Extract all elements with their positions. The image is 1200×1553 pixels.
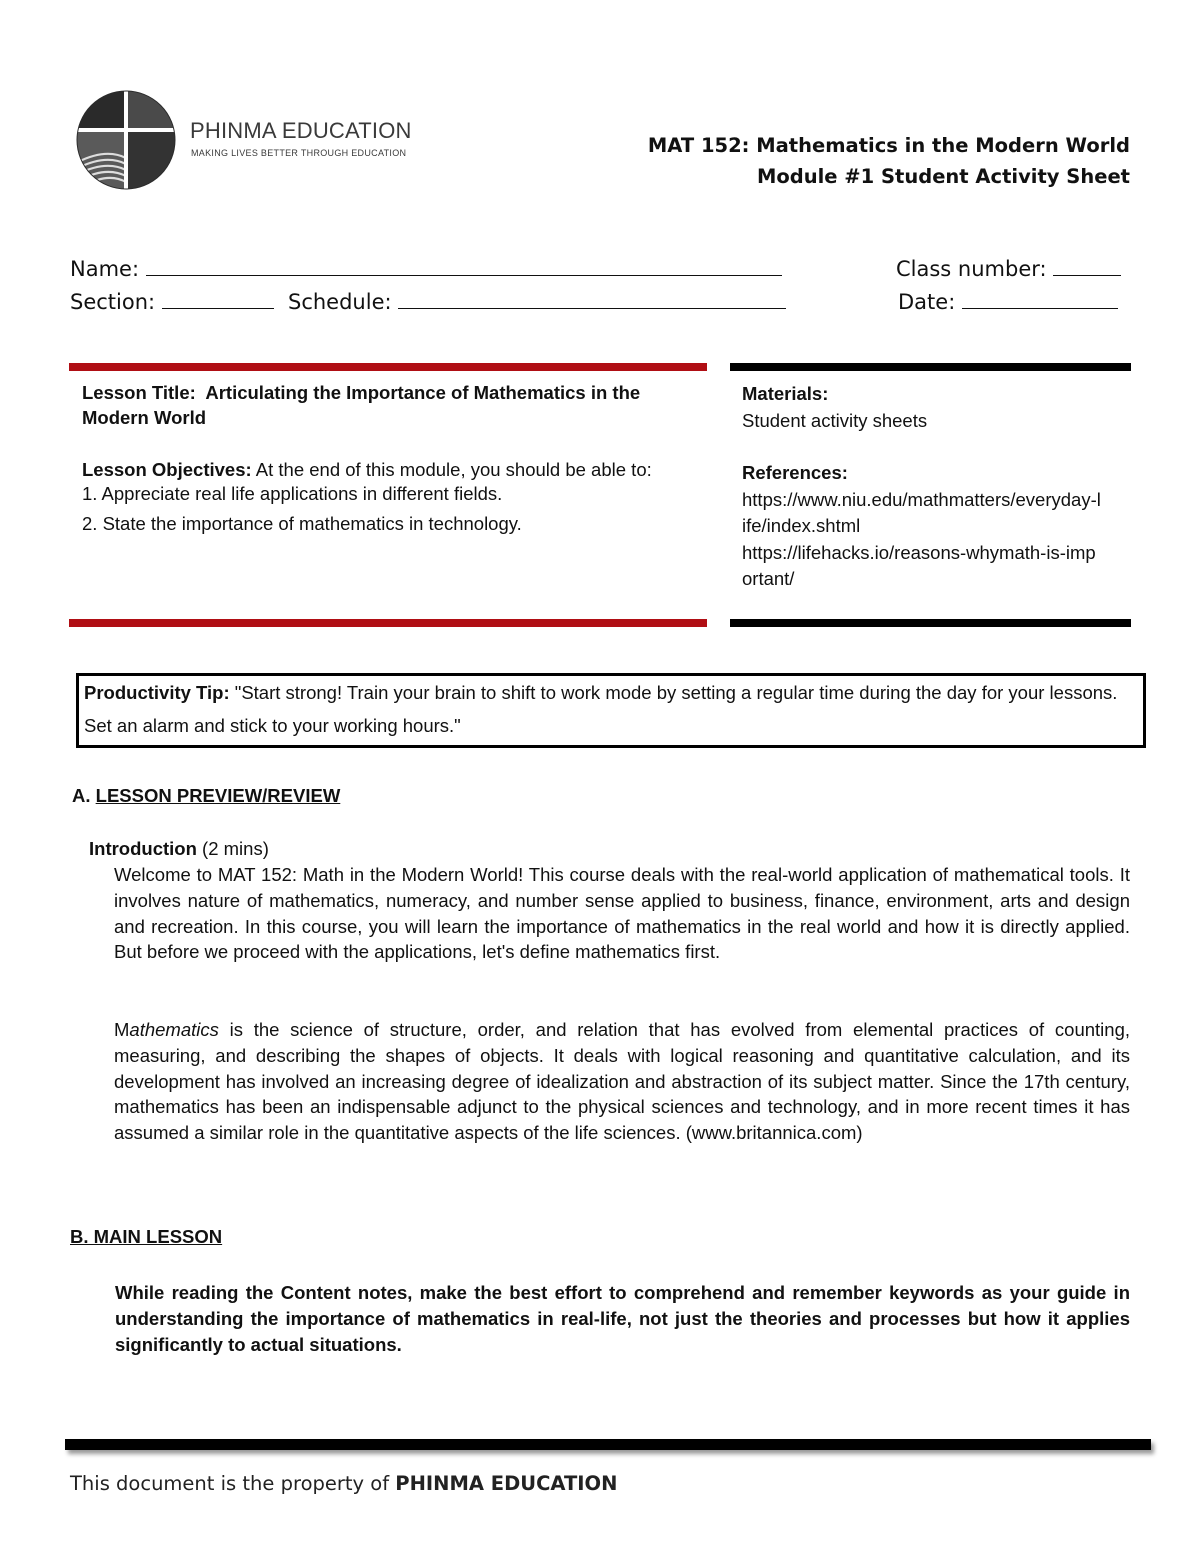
lesson-bottom-rule <box>69 619 707 627</box>
footer-prefix: This document is the property of <box>70 1472 390 1495</box>
name-field[interactable] <box>70 257 782 281</box>
definition-term: athematics <box>129 1019 219 1040</box>
section-field[interactable] <box>70 290 274 314</box>
lesson-title-label: Lesson Title: <box>82 382 196 403</box>
class-number-field[interactable] <box>896 257 1121 281</box>
definition-body: is the science of structure, order, and relation that has evolved from elemental practices of counting, measuring, and describing the shapes of objects. It deals with logical reasoning and quantitative calculation, and its development has involved an increasing degree of idealization and abstraction of its subject matter. Since the 17th century, mathematics has been an indispensable adjunct to the physical sciences and technology, and in more recent times it has assumed a similar role in the quantitative aspects of the life sciences. (www.britannica.com) <box>114 1019 1130 1144</box>
reference-link[interactable]: https://www.niu.edu/mathmatters/everyday-life/index.shtml <box>742 488 1101 536</box>
date-blank[interactable] <box>962 290 1118 309</box>
materials-label: Materials: <box>742 383 829 404</box>
module-title: Module #1 Student Activity Sheet <box>756 165 1130 188</box>
class-number-label: Class number: <box>896 257 1047 281</box>
objectives-intro: At the end of this module, you should be able to: <box>255 459 652 480</box>
tip-text: "Start strong! Train your brain to shift to work mode by setting a regular time during the day for your lessons. Set an alarm and stick to your working hours." <box>84 682 1118 736</box>
materials-value: Student activity sheets <box>742 409 928 431</box>
materials-bottom-rule <box>730 619 1131 627</box>
objective-item: 1. Appreciate real life applications in different fields. <box>82 483 503 504</box>
section-a-letter: A. <box>72 785 91 806</box>
lesson-info <box>82 380 692 539</box>
lesson-top-rule <box>69 363 707 371</box>
materials-info <box>742 381 1112 593</box>
lesson-title-value: Articulating the Importance of Mathematics in the Modern World <box>82 382 641 428</box>
schedule-blank[interactable] <box>398 290 786 309</box>
section-a-heading <box>72 785 340 807</box>
introduction-duration: (2 mins) <box>202 838 269 859</box>
brand-name: PHINMA EDUCATION <box>190 118 412 143</box>
objective-item: 2. State the importance of mathematics in technology. <box>82 513 522 534</box>
objectives-label: Lesson Objectives: <box>82 459 252 480</box>
tip-label: Productivity Tip: <box>84 682 230 703</box>
reference-link[interactable]: https://lifehacks.io/reasons-whymath-is-important/ <box>742 541 1096 589</box>
section-a-title: LESSON PREVIEW/REVIEW <box>95 785 341 806</box>
course-title: MAT 152: Mathematics in the Modern World <box>647 134 1130 157</box>
introduction-paragraph: Welcome to MAT 152: Math in the Modern World! This course deals with the real-world application of mathematical tools. It involves nature of mathematics, numeracy, and number sense applied to business, finance, environment, arts and design and recreation. In this course, you will learn the importance of mathematics in the real world and how it is directly applied. But before we proceed with the applications, let's define mathematics first. <box>114 864 1130 963</box>
section-b-heading: B. MAIN LESSON <box>70 1226 223 1247</box>
brand-tagline: MAKING LIVES BETTER THROUGH EDUCATION <box>191 148 407 158</box>
definition-prefix: M <box>114 1019 130 1040</box>
schedule-label: Schedule: <box>288 290 392 314</box>
footer-text <box>70 1472 617 1495</box>
definition-paragraph <box>114 1017 1130 1146</box>
footer-rule <box>65 1439 1151 1450</box>
section-label: Section: <box>70 290 156 314</box>
materials-top-rule <box>730 363 1131 371</box>
date-label: Date: <box>898 290 956 314</box>
lesson-title <box>82 380 692 430</box>
references-label: References: <box>742 462 848 483</box>
introduction-heading <box>89 838 269 860</box>
section-blank[interactable] <box>162 290 274 309</box>
name-blank[interactable] <box>146 257 782 276</box>
schedule-field[interactable] <box>288 290 786 314</box>
date-field[interactable] <box>898 290 1118 314</box>
main-lesson-instruction: While reading the Content notes, make the best effort to comprehend and remember keywords as your guide in understanding the importance of mathematics in real-life, not just the theories and processes but how it applies significantly to actual situations. <box>115 1282 1130 1355</box>
name-label: Name: <box>70 257 140 281</box>
introduction-label: Introduction <box>89 838 197 859</box>
productivity-tip-box <box>76 673 1146 748</box>
class-number-blank[interactable] <box>1053 257 1121 276</box>
footer-owner: PHINMA EDUCATION <box>395 1472 618 1495</box>
